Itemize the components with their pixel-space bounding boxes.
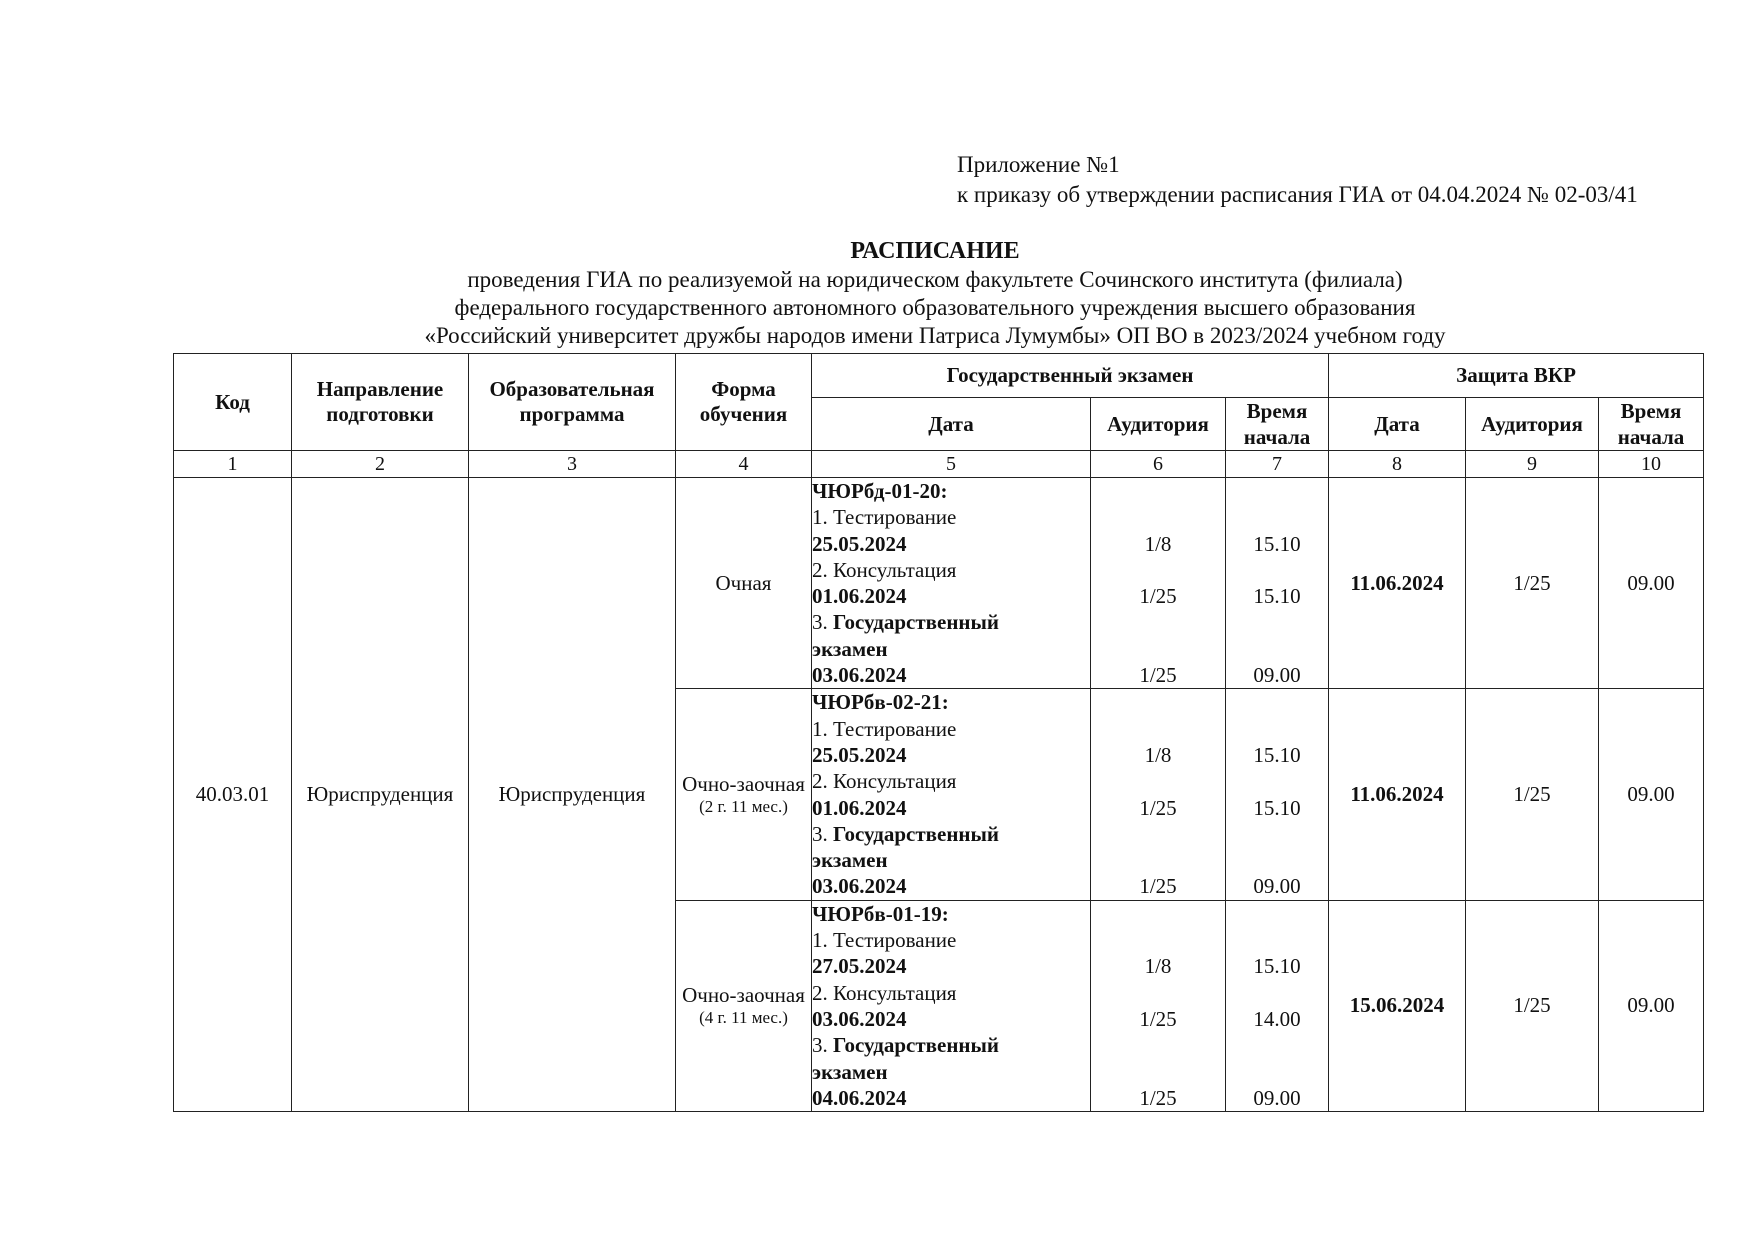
exam-room: 1/25	[1139, 663, 1177, 688]
exam-room: 1/25	[1139, 584, 1177, 609]
document-title	[170, 236, 1700, 350]
exam-item: 1. Тестирование	[812, 928, 957, 953]
header-vkr-time	[1599, 398, 1704, 451]
exam-date: 01.06.2024	[812, 584, 907, 609]
exam-item-3	[812, 609, 1090, 635]
exam-item-3	[812, 821, 1090, 847]
vkr-time: 09.00	[1599, 900, 1704, 1111]
exam-item-number: 3.	[812, 1033, 833, 1058]
exam-item-label-cont: экзамен	[812, 848, 888, 873]
vkr-room: 1/25	[1466, 478, 1599, 689]
exam-item-number: 3.	[812, 821, 833, 846]
exam-item-number: 3.	[812, 610, 833, 635]
appendix-note	[957, 150, 1638, 210]
exam-date: 25.05.2024	[812, 742, 907, 767]
program-code: 40.03.01	[174, 478, 292, 1112]
exam-time: 15.10	[1253, 584, 1301, 609]
study-form-note: (2 г. 11 мес.)	[699, 797, 788, 817]
header-form: Форма обучения	[676, 354, 812, 451]
col-number: 3	[469, 451, 676, 478]
table-row	[174, 478, 1704, 689]
column-numbers-row	[174, 451, 1704, 478]
exam-room: 1/25	[1139, 1085, 1177, 1110]
exam-time: 15.10	[1253, 742, 1301, 767]
title-line-3: «Российский университет дружбы народов имени Патриса Лумумбы» ОП ВО в 2023/2024 учебном году	[424, 323, 1446, 348]
exam-item: 1. Тестирование	[812, 716, 957, 741]
group-code: ЧЮРбв-01-19:	[812, 901, 949, 926]
col-number: 5	[812, 451, 1091, 478]
exam-date: 03.06.2024	[812, 663, 907, 688]
header-exam-time-l2: начала	[1243, 425, 1311, 449]
exam-item-3	[812, 1032, 1090, 1058]
exam-time: 15.10	[1253, 795, 1301, 820]
title-line-1: проведения ГИА по реализуемой на юридическом факультете Сочинского института (филиала)	[467, 267, 1403, 292]
exam-room: 1/8	[1144, 954, 1172, 979]
exam-date: 01.06.2024	[812, 795, 907, 820]
exam-item-label-cont: экзамен	[812, 636, 888, 661]
header-program: Образовательная программа	[469, 354, 676, 451]
exam-item: 2. Консультация	[812, 980, 957, 1005]
exam-time: 15.10	[1253, 531, 1301, 556]
exam-rooms	[1091, 900, 1226, 1111]
vkr-time: 09.00	[1599, 689, 1704, 900]
exam-item-label-cont: экзамен	[812, 1059, 888, 1084]
exam-room: 1/25	[1139, 795, 1177, 820]
appendix-line-1: Приложение №1	[957, 152, 1120, 177]
schedule-table	[173, 353, 1704, 1112]
exam-date: 27.05.2024	[812, 954, 907, 979]
header-exam-time	[1226, 398, 1329, 451]
study-form	[676, 478, 812, 689]
col-number: 9	[1466, 451, 1599, 478]
exam-schedule	[812, 689, 1091, 900]
col-number: 8	[1329, 451, 1466, 478]
col-number: 7	[1226, 451, 1329, 478]
exam-item-label: Государственный	[833, 821, 1000, 846]
header-vkr: Защита ВКР	[1329, 354, 1704, 398]
exam-schedule	[812, 900, 1091, 1111]
vkr-room: 1/25	[1466, 689, 1599, 900]
exam-date: 25.05.2024	[812, 531, 907, 556]
vkr-date: 15.06.2024	[1329, 900, 1466, 1111]
exam-item: 2. Консультация	[812, 769, 957, 794]
exam-room: 1/25	[1139, 874, 1177, 899]
exam-item: 1. Тестирование	[812, 505, 957, 530]
exam-item: 2. Консультация	[812, 557, 957, 582]
exam-time: 09.00	[1253, 663, 1301, 688]
col-number: 1	[174, 451, 292, 478]
group-code: ЧЮРбд-01-20:	[812, 479, 948, 503]
exam-date: 03.06.2024	[812, 1006, 907, 1031]
exam-room: 1/25	[1139, 1006, 1177, 1031]
exam-time: 15.10	[1253, 954, 1301, 979]
header-direction: Направление подготовки	[292, 354, 469, 451]
header-exam-date: Дата	[812, 398, 1091, 451]
exam-room: 1/8	[1144, 531, 1172, 556]
study-form-label: Очно-заочная	[682, 983, 805, 1008]
study-form-label: Очно-заочная	[682, 772, 805, 797]
study-form	[676, 689, 812, 900]
vkr-date: 11.06.2024	[1329, 478, 1466, 689]
exam-room: 1/8	[1144, 742, 1172, 767]
header-state-exam: Государственный экзамен	[812, 354, 1329, 398]
exam-date: 03.06.2024	[812, 874, 907, 899]
header-vkr-date: Дата	[1329, 398, 1466, 451]
exam-times	[1226, 900, 1329, 1111]
title-line-2: федерального государственного автономного образовательного учреждения высшего образования	[454, 295, 1416, 320]
exam-item-label: Государственный	[833, 1033, 1000, 1058]
exam-schedule	[812, 478, 1091, 689]
header-vkr-time-l2: начала	[1617, 425, 1685, 449]
col-number: 6	[1091, 451, 1226, 478]
header-vkr-time-l1: Время	[1620, 399, 1682, 423]
header-code: Код	[174, 354, 292, 451]
study-form	[676, 900, 812, 1111]
exam-times	[1226, 478, 1329, 689]
vkr-time: 09.00	[1599, 478, 1704, 689]
group-code: ЧЮРбв-02-21:	[812, 690, 949, 715]
exam-date: 04.06.2024	[812, 1085, 907, 1110]
vkr-date: 11.06.2024	[1329, 689, 1466, 900]
direction-cell: Юриспруденция	[292, 478, 469, 1112]
header-vkr-room: Аудитория	[1466, 398, 1599, 451]
col-number: 4	[676, 451, 812, 478]
exam-item-label: Государственный	[833, 610, 1000, 635]
exam-time: 14.00	[1253, 1006, 1301, 1031]
exam-time: 09.00	[1253, 1085, 1301, 1110]
appendix-line-2: к приказу об утверждении расписания ГИА от 04.04.2024 № 02-03/41	[957, 182, 1638, 207]
exam-time: 09.00	[1253, 874, 1301, 899]
col-number: 10	[1599, 451, 1704, 478]
title-heading: РАСПИСАНИЕ	[850, 238, 1020, 264]
exam-times	[1226, 689, 1329, 900]
header-exam-room: Аудитория	[1091, 398, 1226, 451]
program-cell: Юриспруденция	[469, 478, 676, 1112]
exam-rooms	[1091, 478, 1226, 689]
study-form-note: (4 г. 11 мес.)	[699, 1008, 788, 1028]
col-number: 2	[292, 451, 469, 478]
header-exam-time-l1: Время	[1246, 399, 1308, 423]
study-form-label: Очная	[715, 570, 772, 595]
vkr-room: 1/25	[1466, 900, 1599, 1111]
exam-rooms	[1091, 689, 1226, 900]
